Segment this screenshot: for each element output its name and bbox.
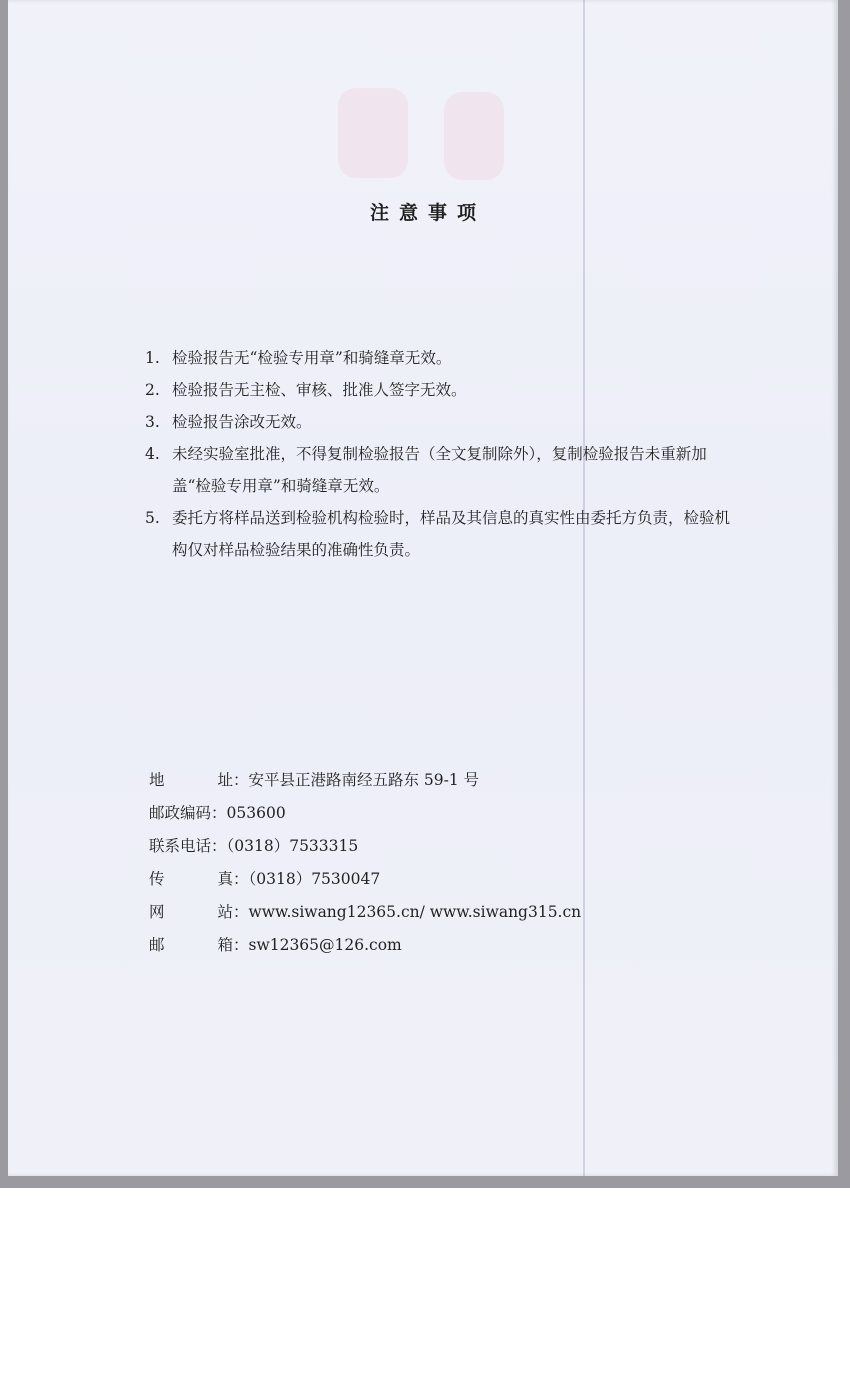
postcode-row bbox=[149, 797, 709, 830]
address-label-char: 址 bbox=[217, 771, 233, 789]
notice-list bbox=[145, 342, 745, 566]
address-label-char: 地 bbox=[149, 771, 165, 789]
email-label-char: 邮 bbox=[149, 936, 165, 954]
phone-row bbox=[149, 830, 709, 863]
postcode-label: 邮政编码 bbox=[149, 804, 212, 822]
notice-number: 1. bbox=[145, 349, 160, 367]
address-value: ：安平县正港路南经五路东 59-1 号 bbox=[233, 771, 480, 789]
page-fold-line bbox=[583, 0, 585, 1176]
notice-number: 4. bbox=[145, 445, 160, 463]
faded-stamp-mark bbox=[444, 92, 504, 180]
notice-item bbox=[145, 502, 745, 566]
contact-info bbox=[149, 764, 709, 962]
notice-item bbox=[145, 406, 745, 438]
fax-row bbox=[149, 863, 709, 896]
fax-label bbox=[149, 863, 233, 896]
phone-label: 联系电话 bbox=[149, 837, 212, 855]
notice-text: 检验报告无主检、审核、批准人签字无效。 bbox=[172, 381, 467, 399]
faded-stamp-mark bbox=[338, 88, 408, 178]
email-value: ：sw12365@126.com bbox=[233, 936, 402, 954]
email-label-char: 箱 bbox=[217, 936, 233, 954]
document-page bbox=[8, 0, 838, 1176]
website-label-char: 网 bbox=[149, 903, 165, 921]
notice-text: 检验报告涂改无效。 bbox=[172, 413, 312, 431]
fax-value: ：（0318）7530047 bbox=[233, 870, 381, 888]
fax-label-char: 传 bbox=[149, 870, 165, 888]
fax-label-char: 真 bbox=[217, 870, 233, 888]
address-row bbox=[149, 764, 709, 797]
website-value: ：www.siwang12365.cn/ www.siwang315.cn bbox=[233, 903, 582, 921]
phone-value: ：（0318）7533315 bbox=[211, 837, 359, 855]
address-label bbox=[149, 764, 233, 797]
notice-item bbox=[145, 342, 745, 374]
email-row bbox=[149, 929, 709, 962]
page-title: 注意事项 bbox=[369, 202, 486, 224]
email-label bbox=[149, 929, 233, 962]
website-row bbox=[149, 896, 709, 929]
website-label bbox=[149, 896, 233, 929]
notice-number: 3. bbox=[145, 413, 160, 431]
notice-text: 未经实验室批准，不得复制检验报告（全文复制除外），复制检验报告未重新加盖“检验专用章”和骑缝章无效。 bbox=[172, 445, 707, 495]
notice-text: 检验报告无“检验专用章”和骑缝章无效。 bbox=[172, 349, 452, 367]
website-label-char: 站 bbox=[217, 903, 233, 921]
postcode-value: ：053600 bbox=[211, 804, 286, 822]
notice-text: 委托方将样品送到检验机构检验时，样品及其信息的真实性由委托方负责，检验机构仅对样品检验结果的准确性负责。 bbox=[172, 509, 731, 559]
notice-item bbox=[145, 438, 745, 502]
notice-number: 2. bbox=[145, 381, 160, 399]
notice-number: 5. bbox=[145, 509, 160, 527]
notice-item bbox=[145, 374, 745, 406]
